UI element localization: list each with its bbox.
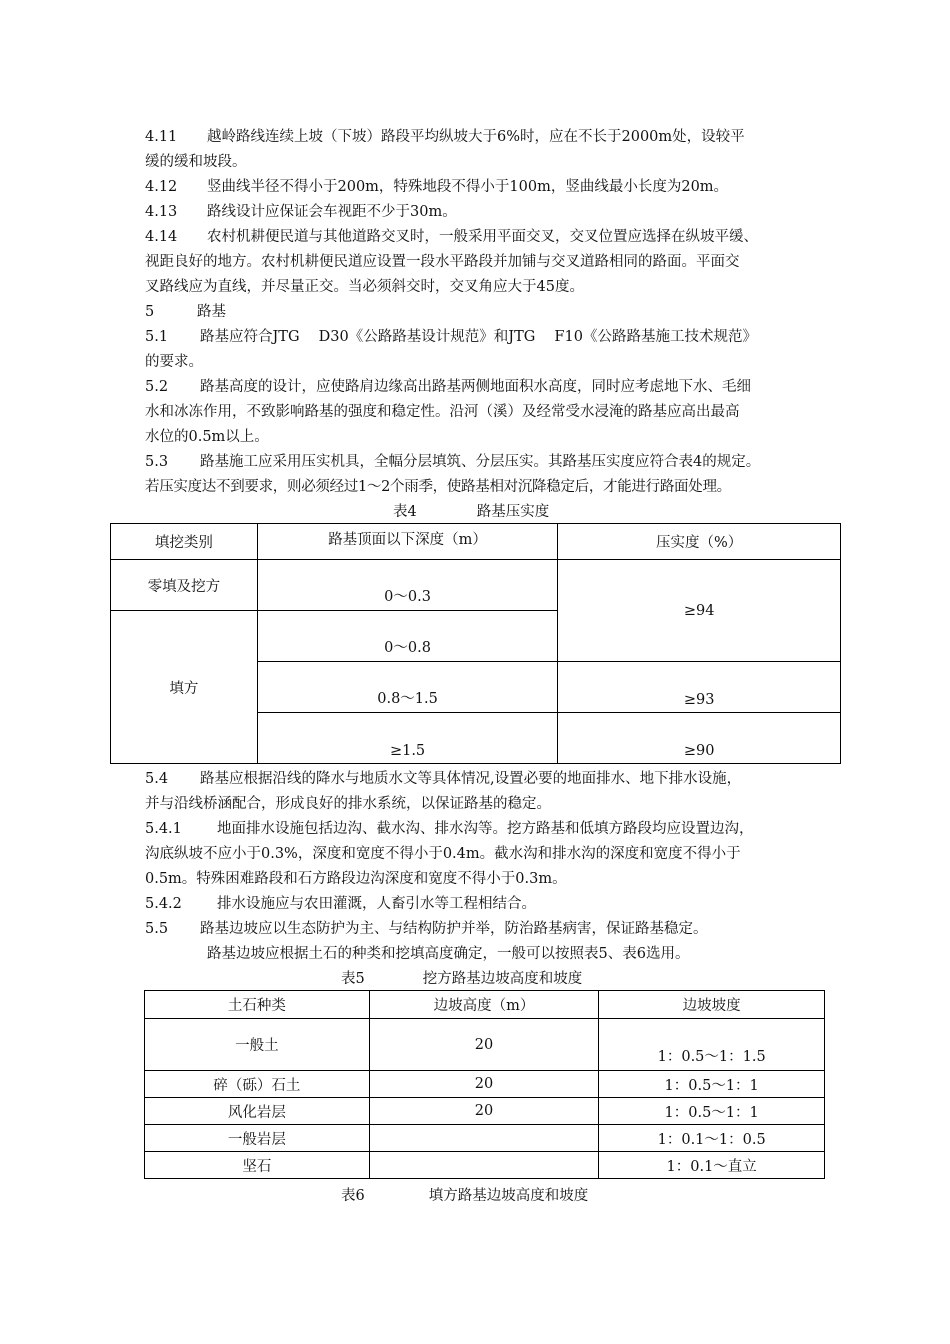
table4-header-category: 填挖类别 bbox=[111, 524, 258, 560]
table4-cell-compaction-94: ≥94 bbox=[558, 560, 841, 662]
para-4-14-line-1: 4.14 农村机耕便民道与其他道路交叉时，一般采用平面交叉，交叉位置应选择在纵坡平缓、 bbox=[145, 229, 758, 245]
section-5-4-to-5-5 bbox=[145, 767, 835, 967]
table5-row bbox=[145, 1071, 825, 1098]
para-5-1-line-1: 5.1 路基应符合JTG D30《公路路基设计规范》和JTG F10《公路路基施工技术规范》 bbox=[145, 329, 757, 345]
table5-row bbox=[145, 1152, 825, 1179]
table5-header-soil-type: 土石种类 bbox=[145, 991, 370, 1019]
table5-cell-slope: 1：0.5～1：1 bbox=[599, 1071, 825, 1098]
table5-header-slope: 边坡坡度 bbox=[599, 991, 825, 1019]
para-5-5-line-2: 路基边坡应根据土石的种类和挖填高度确定，一般可以按照表5、表6选用。 bbox=[207, 946, 690, 962]
para-4-14-line-3: 叉路线应为直线，并尽量正交。当必须斜交时，交叉角应大于45度。 bbox=[145, 279, 584, 295]
table4-label: 表4 bbox=[393, 504, 417, 520]
table5-row bbox=[145, 1019, 825, 1071]
table5-cell-slope: 1：0.5～1：1.5 bbox=[599, 1019, 825, 1071]
table5-cell-height bbox=[369, 1125, 599, 1152]
para-4-12: 4.12 竖曲线半径不得小于200m，特殊地段不得小于100m，竖曲线最小长度为20m。 bbox=[145, 179, 729, 195]
para-5-3-line-2: 若压实度达不到要求，则必须经过1～2个雨季，使路基相对沉降稳定后，才能进行路面处理。 bbox=[145, 479, 731, 495]
para-5-2-line-1: 5.2 路基高度的设计，应使路肩边缘高出路基两侧地面积水高度，同时应考虑地下水、毛细 bbox=[145, 379, 751, 395]
table4-title: 路基压实度 bbox=[476, 504, 550, 520]
para-5-1-line-2: 的要求。 bbox=[145, 354, 203, 370]
table4-cell-fill-depth-3: ≥1.5 bbox=[257, 713, 558, 764]
table5-cell-slope: 1：0.1～直立 bbox=[599, 1152, 825, 1179]
table4-cell-fill-category: 填方 bbox=[111, 611, 258, 764]
table5-cell-type: 一般岩层 bbox=[145, 1125, 370, 1152]
section-5-heading: 5 路基 bbox=[145, 304, 226, 320]
table5-caption bbox=[341, 967, 582, 988]
table5-cell-slope: 1：0.1～1：0.5 bbox=[599, 1125, 825, 1152]
table4-cell-fill-depth-1: 0～0.8 bbox=[257, 611, 558, 662]
para-4-11-line-1: 4.11 越岭路线连续上坡（下坡）路段平均纵坡大于6%时，应在不长于2000m处，设较平 bbox=[145, 129, 745, 145]
table5-cell-height bbox=[369, 1152, 599, 1179]
para-4-13: 4.13 路线设计应保证会车视距不少于30m。 bbox=[145, 204, 457, 220]
para-5-5-line-1: 5.5 路基边坡应以生态防护为主、与结构防护并举，防治路基病害，保证路基稳定。 bbox=[145, 921, 708, 937]
para-5-4-line-1: 5.4 路基应根据沿线的降水与地质水文等具体情况,设置必要的地面排水、地下排水设施， bbox=[145, 771, 742, 787]
para-5-4-line-2: 并与沿线桥涵配合，形成良好的排水系统，以保证路基的稳定。 bbox=[145, 796, 551, 812]
table5-cut-slope bbox=[144, 990, 825, 1179]
table4-cell-compaction-90: ≥90 bbox=[558, 713, 841, 764]
table4-caption bbox=[393, 500, 549, 521]
table5-cell-type: 碎（砾）石土 bbox=[145, 1071, 370, 1098]
para-5-4-1-line-1: 5.4.1 地面排水设施包括边沟、截水沟、排水沟等。挖方路基和低填方路段均应设置边沟， bbox=[145, 821, 754, 837]
para-5-4-2: 5.4.2 排水设施应与农田灌溉，人畜引水等工程相结合。 bbox=[145, 896, 536, 912]
table5-header-row bbox=[145, 991, 825, 1019]
para-5-2-line-2: 水和冰冻作用，不致影响路基的强度和稳定性。沿河（溪）及经常受水浸淹的路基应高出最高 bbox=[145, 404, 740, 420]
table5-cell-height: 20 bbox=[369, 1098, 599, 1125]
para-5-2-line-3: 水位的0.5m以上。 bbox=[145, 429, 269, 445]
table5-cell-slope: 1：0.5～1：1 bbox=[599, 1098, 825, 1125]
table4-cell-cut-depth: 0～0.3 bbox=[257, 560, 558, 611]
table4-header-row bbox=[111, 524, 841, 560]
table6-caption bbox=[341, 1184, 588, 1205]
table4-row-cut bbox=[111, 560, 841, 611]
table4-header-depth: 路基顶面以下深度（m） bbox=[257, 524, 558, 560]
table5-cell-type: 一般土 bbox=[145, 1019, 370, 1071]
table5-cell-type: 风化岩层 bbox=[145, 1098, 370, 1125]
table5-row bbox=[145, 1098, 825, 1125]
para-5-4-1-line-2: 沟底纵坡不应小于0.3%，深度和宽度不得小于0.4m。截水沟和排水沟的深度和宽度不得小于 bbox=[145, 846, 741, 862]
para-4-11-line-2: 缓的缓和坡段。 bbox=[145, 154, 247, 170]
table5-header-height: 边坡高度（m） bbox=[369, 991, 599, 1019]
table4-cell-fill-depth-2: 0.8～1.5 bbox=[257, 662, 558, 713]
section-4-11-to-5-3 bbox=[145, 125, 835, 500]
table4-cell-cut-category: 零填及挖方 bbox=[111, 560, 258, 611]
table5-row bbox=[145, 1125, 825, 1152]
table4-compaction bbox=[110, 523, 841, 764]
table4-cell-compaction-93: ≥93 bbox=[558, 662, 841, 713]
table5-cell-height: 20 bbox=[369, 1019, 599, 1071]
para-4-14-line-2: 视距良好的地方。农村机耕便民道应设置一段水平路段并加铺与交叉道路相同的路面。平面交 bbox=[145, 254, 740, 270]
para-5-4-1-line-3: 0.5m。特殊困难路段和石方路段边沟深度和宽度不得小于0.3m。 bbox=[145, 871, 567, 887]
table5-cell-type: 坚石 bbox=[145, 1152, 370, 1179]
table5-cell-height: 20 bbox=[369, 1071, 599, 1098]
table5-label: 表5 bbox=[341, 971, 365, 987]
table6-title: 填方路基边坡高度和坡度 bbox=[428, 1188, 589, 1204]
table5-title: 挖方路基边坡高度和坡度 bbox=[422, 971, 583, 987]
para-5-3-line-1: 5.3 路基施工应采用压实机具，全幅分层填筑、分层压实。其路基压实度应符合表4的规定。 bbox=[145, 454, 761, 470]
table6-label: 表6 bbox=[341, 1188, 365, 1204]
table4-header-compaction: 压实度（%） bbox=[558, 524, 841, 560]
